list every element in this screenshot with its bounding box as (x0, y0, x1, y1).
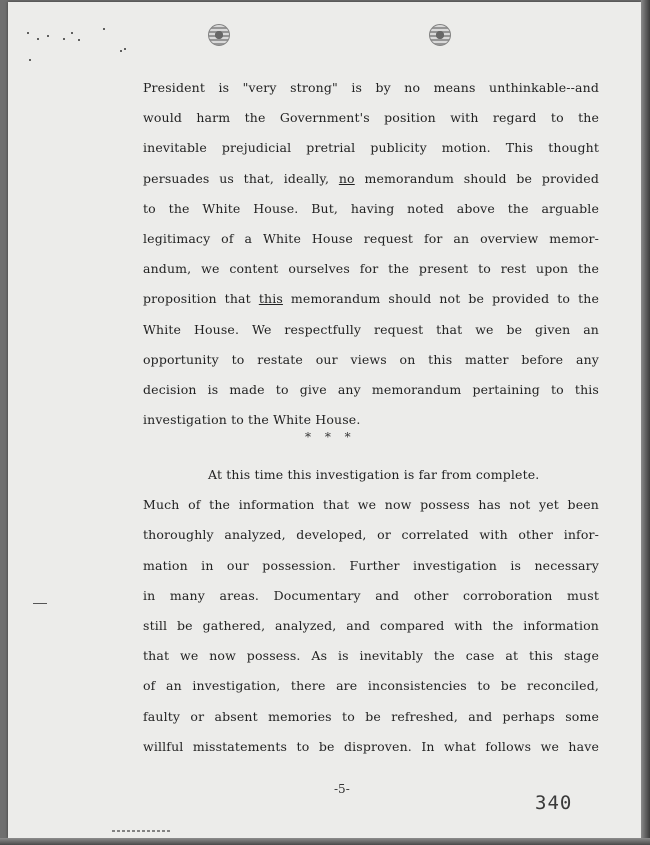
text-line: legitimacy of a White House request for an overview memor- (143, 231, 599, 247)
text-line: mation in our possession. Further investigation is necessary (143, 557, 599, 573)
text-line (143, 284, 599, 314)
speck (71, 32, 73, 34)
text-segment: proposition that (143, 291, 259, 307)
text-line: faulty or absent memories to be refreshed, and perhaps some (143, 708, 599, 724)
text-line: inevitable prejudicial pretrial publicity motion. This thought (143, 140, 599, 156)
text-line: willful misstatements to be disproven. In what follows we have (143, 738, 599, 754)
speck (27, 32, 29, 34)
margin-mark (33, 603, 47, 604)
scan-edge-right (641, 0, 650, 845)
text-segment: memorandum should be provided (354, 170, 599, 186)
text-line: would harm the Government's position with regard to the (143, 110, 599, 126)
underlined-word: no (338, 170, 355, 186)
page-number: -5- (334, 782, 350, 796)
underlined-word: this (258, 291, 283, 307)
speck (103, 28, 105, 30)
text-segment: persuades us that, ideally, (143, 170, 339, 186)
scan-artifact (112, 830, 172, 832)
punch-hole-left (208, 24, 230, 46)
text-line: investigation to the White House. (143, 412, 361, 428)
text-line: to the White House. But, having noted above the arguable (143, 200, 599, 216)
text-segment: memorandum should not be provided to the (282, 291, 599, 307)
speck (37, 38, 39, 40)
text-line: in many areas. Documentary and other corroboration must (143, 587, 599, 603)
text-line: At this time this investigation is far from complete. (208, 467, 540, 482)
speck (124, 48, 126, 50)
text-line: opportunity to restate our views on this matter before any (143, 351, 599, 367)
text-line: of an investigation, there are inconsistencies to be reconciled, (143, 678, 599, 694)
section-separator: * * * (305, 430, 356, 444)
speck (78, 39, 80, 41)
speck (47, 35, 49, 37)
text-line: Much of the information that we now possess has not yet been (143, 497, 599, 513)
scan-specks (25, 26, 135, 66)
text-line: still be gathered, analyzed, and compared with the information (143, 618, 599, 634)
text-line: that we now possess. As is inevitably the case at this stage (143, 648, 599, 664)
scan-edge-bottom (0, 838, 650, 845)
stamp-number: 340 (535, 792, 573, 814)
speck (120, 50, 122, 52)
speck (63, 38, 65, 40)
document-page (8, 2, 641, 838)
paragraph-1 (143, 73, 599, 435)
text-line: President is "very strong" is by no means unthinkable--and (143, 80, 599, 95)
paragraph-2 (143, 460, 599, 762)
text-line (143, 164, 599, 194)
punch-hole-right (429, 24, 451, 46)
text-line: thoroughly analyzed, developed, or correlated with other infor- (143, 527, 599, 543)
text-line: White House. We respectfully request that we be given an (143, 321, 599, 337)
speck (29, 59, 31, 61)
text-line: decision is made to give any memorandum pertaining to this (143, 382, 599, 398)
text-line: andum, we content ourselves for the present to rest upon the (143, 261, 599, 277)
